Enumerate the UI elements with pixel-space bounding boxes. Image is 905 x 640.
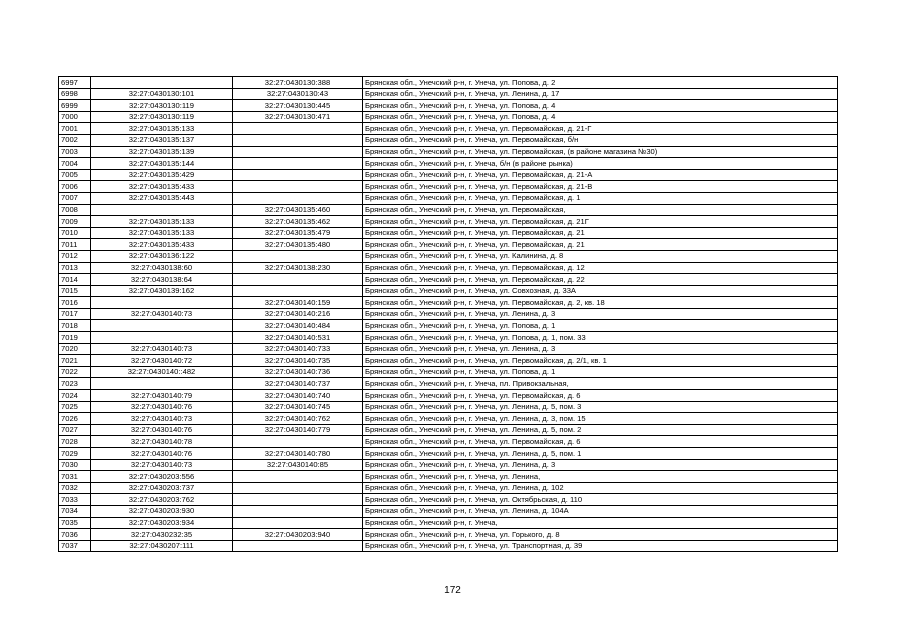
registry-table-body: [59, 77, 838, 552]
row-number-cell: 7001: [59, 123, 91, 135]
cadastral-number-cell: 32:27:0430138:64: [91, 274, 233, 286]
cadastral-number-cell: [91, 320, 233, 332]
row-number-cell: 7019: [59, 332, 91, 344]
linked-cadastral-number-cell: 32:27:0430130:43: [233, 88, 363, 100]
address-cell: Брянская обл., Унечский р-н, г. Унеча, ул. Совхозная, д. 33А: [363, 285, 838, 297]
linked-cadastral-number-cell: [233, 436, 363, 448]
row-number-cell: 7013: [59, 262, 91, 274]
linked-cadastral-number-cell: [233, 123, 363, 135]
table-row: [59, 424, 838, 436]
table-row: [59, 482, 838, 494]
linked-cadastral-number-cell: 32:27:0430140:484: [233, 320, 363, 332]
address-cell: Брянская обл., Унечский р-н, г. Унеча, ул. Первомайская, д. 12: [363, 262, 838, 274]
linked-cadastral-number-cell: 32:27:0430140:780: [233, 448, 363, 460]
table-row: [59, 192, 838, 204]
cadastral-number-cell: 32:27:0430203:762: [91, 494, 233, 506]
table-row: [59, 366, 838, 378]
linked-cadastral-number-cell: [233, 146, 363, 158]
address-cell: Брянская обл., Унечский р-н, г. Унеча, ул. Первомайская, д. 2, кв. 18: [363, 297, 838, 309]
table-row: [59, 285, 838, 297]
address-cell: Брянская обл., Унечский р-н, г. Унеча, ул. Ленина, д. 102: [363, 482, 838, 494]
cadastral-number-cell: 32:27:0430232:35: [91, 529, 233, 541]
linked-cadastral-number-cell: 32:27:0430135:480: [233, 239, 363, 251]
address-cell: Брянская обл., Унечский р-н, г. Унеча, ул. Первомайская, б/н: [363, 134, 838, 146]
linked-cadastral-number-cell: [233, 181, 363, 193]
linked-cadastral-number-cell: 32:27:0430140:762: [233, 413, 363, 425]
row-number-cell: 7032: [59, 482, 91, 494]
page-number: 172: [444, 585, 461, 596]
linked-cadastral-number-cell: [233, 471, 363, 483]
cadastral-number-cell: 32:27:0430139:162: [91, 285, 233, 297]
linked-cadastral-number-cell: 32:27:0430130:471: [233, 111, 363, 123]
address-cell: Брянская обл., Унечский р-н, г. Унеча, ул. Ленина, д. 5, пом. 2: [363, 424, 838, 436]
table-row: [59, 413, 838, 425]
table-row: [59, 448, 838, 460]
cadastral-number-cell: 32:27:0430140::482: [91, 366, 233, 378]
table-row: [59, 169, 838, 181]
address-cell: Брянская обл., Унечский р-н, г. Унеча, ул. Попова, д. 4: [363, 100, 838, 112]
cadastral-number-cell: [91, 378, 233, 390]
address-cell: Брянская обл., Унечский р-н, г. Унеча, ул. Ленина, д. 5, пом. 3: [363, 401, 838, 413]
cadastral-number-cell: 32:27:0430140:73: [91, 459, 233, 471]
linked-cadastral-number-cell: 32:27:0430135:479: [233, 227, 363, 239]
linked-cadastral-number-cell: 32:27:0430140:531: [233, 332, 363, 344]
cadastral-number-cell: 32:27:0430135:137: [91, 134, 233, 146]
address-cell: Брянская обл., Унечский р-н, г. Унеча, б/н (в районе рынка): [363, 158, 838, 170]
address-cell: Брянская обл., Унечский р-н, г. Унеча, ул. Ленина, д. 3: [363, 459, 838, 471]
table-row: [59, 262, 838, 274]
row-number-cell: 7014: [59, 274, 91, 286]
row-number-cell: 7020: [59, 343, 91, 355]
address-cell: Брянская обл., Унечский р-н, г. Унеча, пл. Привокзальная,: [363, 378, 838, 390]
linked-cadastral-number-cell: 32:27:0430140:733: [233, 343, 363, 355]
cadastral-number-cell: 32:27:0430130:119: [91, 100, 233, 112]
cadastral-number-cell: 32:27:0430140:73: [91, 308, 233, 320]
table-row: [59, 308, 838, 320]
table-row: [59, 459, 838, 471]
table-row: [59, 239, 838, 251]
row-number-cell: 7016: [59, 297, 91, 309]
address-cell: Брянская обл., Унечский р-н, г. Унеча, ул. Ленина, д. 3: [363, 343, 838, 355]
cadastral-number-cell: 32:27:0430203:556: [91, 471, 233, 483]
table-row: [59, 332, 838, 344]
table-row: [59, 436, 838, 448]
cadastral-number-cell: 32:27:0430130:101: [91, 88, 233, 100]
table-row: [59, 529, 838, 541]
address-cell: Брянская обл., Унечский р-н, г. Унеча, ул. Первомайская, д. 21-Г: [363, 123, 838, 135]
row-number-cell: 7006: [59, 181, 91, 193]
row-number-cell: 7015: [59, 285, 91, 297]
row-number-cell: 7037: [59, 540, 91, 552]
row-number-cell: 7028: [59, 436, 91, 448]
table-row: [59, 343, 838, 355]
row-number-cell: 7004: [59, 158, 91, 170]
address-cell: Брянская обл., Унечский р-н, г. Унеча, ул. Октябрьская, д. 110: [363, 494, 838, 506]
cadastral-number-cell: 32:27:0430207:111: [91, 540, 233, 552]
row-number-cell: 7036: [59, 529, 91, 541]
cadastral-number-cell: 32:27:0430140:76: [91, 401, 233, 413]
table-row: [59, 158, 838, 170]
table-row: [59, 390, 838, 402]
cadastral-number-cell: 32:27:0430135:139: [91, 146, 233, 158]
row-number-cell: 7021: [59, 355, 91, 367]
address-cell: Брянская обл., Унечский р-н, г. Унеча, ул. Первомайская, д. 21: [363, 239, 838, 251]
address-cell: Брянская обл., Унечский р-н, г. Унеча, ул. Первомайская, д. 21-В: [363, 181, 838, 193]
row-number-cell: 7010: [59, 227, 91, 239]
address-cell: Брянская обл., Унечский р-н, г. Унеча, ул. Первомайская, д. 22: [363, 274, 838, 286]
address-cell: Брянская обл., Унечский р-н, г. Унеча, ул. Горького, д. 8: [363, 529, 838, 541]
address-cell: Брянская обл., Унечский р-н, г. Унеча, ул. Ленина, д. 17: [363, 88, 838, 100]
table-row: [59, 274, 838, 286]
cadastral-number-cell: 32:27:0430203:934: [91, 517, 233, 529]
table-row: [59, 401, 838, 413]
cadastral-number-cell: 32:27:0430140:72: [91, 355, 233, 367]
cadastral-number-cell: 32:27:0430135:433: [91, 239, 233, 251]
address-cell: Брянская обл., Унечский р-н, г. Унеча, ул. Первомайская, д. 21: [363, 227, 838, 239]
cadastral-number-cell: 32:27:0430135:133: [91, 227, 233, 239]
address-cell: Брянская обл., Унечский р-н, г. Унеча, ул. Ленина,: [363, 471, 838, 483]
linked-cadastral-number-cell: [233, 285, 363, 297]
row-number-cell: 6998: [59, 88, 91, 100]
row-number-cell: 7008: [59, 204, 91, 216]
linked-cadastral-number-cell: 32:27:0430140:85: [233, 459, 363, 471]
cadastral-number-cell: 32:27:0430135:144: [91, 158, 233, 170]
row-number-cell: 7025: [59, 401, 91, 413]
address-cell: Брянская обл., Унечский р-н, г. Унеча, ул. Первомайская, д. 6: [363, 390, 838, 402]
address-cell: Брянская обл., Унечский р-н, г. Унеча, ул. Первомайская, д. 2/1, кв. 1: [363, 355, 838, 367]
row-number-cell: 7023: [59, 378, 91, 390]
address-cell: Брянская обл., Унечский р-н, г. Унеча, ул. Первомайская,: [363, 204, 838, 216]
linked-cadastral-number-cell: [233, 505, 363, 517]
address-cell: Брянская обл., Унечский р-н, г. Унеча, ул. Попова, д. 1, пом. 33: [363, 332, 838, 344]
linked-cadastral-number-cell: [233, 482, 363, 494]
linked-cadastral-number-cell: [233, 134, 363, 146]
cadastral-number-cell: 32:27:0430203:930: [91, 505, 233, 517]
cadastral-number-cell: [91, 77, 233, 89]
row-number-cell: 7026: [59, 413, 91, 425]
address-cell: Брянская обл., Унечский р-н, г. Унеча, ул. Первомайская, д. 21-А: [363, 169, 838, 181]
linked-cadastral-number-cell: [233, 250, 363, 262]
linked-cadastral-number-cell: 32:27:0430140:779: [233, 424, 363, 436]
row-number-cell: 7031: [59, 471, 91, 483]
linked-cadastral-number-cell: [233, 494, 363, 506]
table-row: [59, 517, 838, 529]
table-row: [59, 355, 838, 367]
table-row: [59, 111, 838, 123]
linked-cadastral-number-cell: 32:27:0430140:159: [233, 297, 363, 309]
cadastral-number-cell: 32:27:0430140:79: [91, 390, 233, 402]
address-cell: Брянская обл., Унечский р-н, г. Унеча, ул. Попова, д. 1: [363, 320, 838, 332]
linked-cadastral-number-cell: 32:27:0430130:388: [233, 77, 363, 89]
table-row: [59, 88, 838, 100]
row-number-cell: 7035: [59, 517, 91, 529]
table-row: [59, 378, 838, 390]
linked-cadastral-number-cell: [233, 540, 363, 552]
cadastral-number-cell: 32:27:0430136:122: [91, 250, 233, 262]
cadastral-number-cell: 32:27:0430140:78: [91, 436, 233, 448]
linked-cadastral-number-cell: [233, 158, 363, 170]
table-row: [59, 494, 838, 506]
address-cell: Брянская обл., Унечский р-н, г. Унеча, ул. Попова, д. 4: [363, 111, 838, 123]
linked-cadastral-number-cell: 32:27:0430140:740: [233, 390, 363, 402]
row-number-cell: 7022: [59, 366, 91, 378]
linked-cadastral-number-cell: [233, 169, 363, 181]
row-number-cell: 7000: [59, 111, 91, 123]
table-row: [59, 100, 838, 112]
cadastral-number-cell: 32:27:0430130:119: [91, 111, 233, 123]
cadastral-number-cell: 32:27:0430135:443: [91, 192, 233, 204]
address-cell: Брянская обл., Унечский р-н, г. Унеча, ул. Ленина, д. 5, пом. 1: [363, 448, 838, 460]
table-row: [59, 250, 838, 262]
table-row: [59, 227, 838, 239]
table-row: [59, 204, 838, 216]
cadastral-number-cell: 32:27:0430140:76: [91, 448, 233, 460]
linked-cadastral-number-cell: 32:27:0430140:737: [233, 378, 363, 390]
address-cell: Брянская обл., Унечский р-н, г. Унеча, ул. Первомайская, (в районе магазина №30): [363, 146, 838, 158]
row-number-cell: 7024: [59, 390, 91, 402]
table-row: [59, 77, 838, 89]
row-number-cell: 7007: [59, 192, 91, 204]
address-cell: Брянская обл., Унечский р-н, г. Унеча, ул. Первомайская, д. 21Г: [363, 216, 838, 228]
row-number-cell: 6997: [59, 77, 91, 89]
table-row: [59, 540, 838, 552]
cadastral-number-cell: [91, 204, 233, 216]
cadastral-number-cell: 32:27:0430140:76: [91, 424, 233, 436]
linked-cadastral-number-cell: 32:27:0430203:940: [233, 529, 363, 541]
linked-cadastral-number-cell: 32:27:0430135:460: [233, 204, 363, 216]
cadastral-number-cell: 32:27:0430135:429: [91, 169, 233, 181]
row-number-cell: 7018: [59, 320, 91, 332]
row-number-cell: 7030: [59, 459, 91, 471]
row-number-cell: 7002: [59, 134, 91, 146]
table-row: [59, 505, 838, 517]
cadastral-number-cell: [91, 332, 233, 344]
address-cell: Брянская обл., Унечский р-н, г. Унеча, ул. Ленина, д. 3: [363, 308, 838, 320]
cadastral-number-cell: [91, 297, 233, 309]
cadastral-number-cell: 32:27:0430203:737: [91, 482, 233, 494]
linked-cadastral-number-cell: [233, 274, 363, 286]
cadastral-number-cell: 32:27:0430135:433: [91, 181, 233, 193]
row-number-cell: 7017: [59, 308, 91, 320]
address-cell: Брянская обл., Унечский р-н, г. Унеча, ул. Первомайская, д. 1: [363, 192, 838, 204]
property-registry-table: [58, 76, 838, 552]
table-row: [59, 123, 838, 135]
row-number-cell: 7005: [59, 169, 91, 181]
table-row: [59, 134, 838, 146]
cadastral-number-cell: 32:27:0430135:133: [91, 216, 233, 228]
address-cell: Брянская обл., Унечский р-н, г. Унеча, ул. Попова, д. 2: [363, 77, 838, 89]
row-number-cell: 7012: [59, 250, 91, 262]
row-number-cell: 7009: [59, 216, 91, 228]
cadastral-number-cell: 32:27:0430140:73: [91, 343, 233, 355]
linked-cadastral-number-cell: 32:27:0430135:462: [233, 216, 363, 228]
address-cell: Брянская обл., Унечский р-н, г. Унеча, ул. Попова, д. 1: [363, 366, 838, 378]
row-number-cell: 7033: [59, 494, 91, 506]
address-cell: Брянская обл., Унечский р-н, г. Унеча, ул. Калинина, д. 8: [363, 250, 838, 262]
table-row: [59, 181, 838, 193]
row-number-cell: 7027: [59, 424, 91, 436]
linked-cadastral-number-cell: [233, 192, 363, 204]
table-row: [59, 146, 838, 158]
linked-cadastral-number-cell: 32:27:0430130:445: [233, 100, 363, 112]
address-cell: Брянская обл., Унечский р-н, г. Унеча, ул. Ленина, д. 3, пом. 15: [363, 413, 838, 425]
row-number-cell: 7034: [59, 505, 91, 517]
address-cell: Брянская обл., Унечский р-н, г. Унеча, ул. Транспортная, д. 39: [363, 540, 838, 552]
table-row: [59, 471, 838, 483]
cadastral-number-cell: 32:27:0430140:73: [91, 413, 233, 425]
linked-cadastral-number-cell: 32:27:0430140:735: [233, 355, 363, 367]
row-number-cell: 6999: [59, 100, 91, 112]
row-number-cell: 7003: [59, 146, 91, 158]
linked-cadastral-number-cell: [233, 517, 363, 529]
table-row: [59, 216, 838, 228]
table-row: [59, 320, 838, 332]
linked-cadastral-number-cell: 32:27:0430138:230: [233, 262, 363, 274]
linked-cadastral-number-cell: 32:27:0430140:736: [233, 366, 363, 378]
address-cell: Брянская обл., Унечский р-н, г. Унеча, ул. Ленина, д. 104А: [363, 505, 838, 517]
cadastral-number-cell: 32:27:0430135:133: [91, 123, 233, 135]
address-cell: Брянская обл., Унечский р-н, г. Унеча, ул. Первомайская, д. 6: [363, 436, 838, 448]
table-row: [59, 297, 838, 309]
address-cell: Брянская обл., Унечский р-н, г. Унеча,: [363, 517, 838, 529]
linked-cadastral-number-cell: 32:27:0430140:216: [233, 308, 363, 320]
cadastral-number-cell: 32:27:0430138:60: [91, 262, 233, 274]
linked-cadastral-number-cell: 32:27:0430140:745: [233, 401, 363, 413]
row-number-cell: 7011: [59, 239, 91, 251]
row-number-cell: 7029: [59, 448, 91, 460]
